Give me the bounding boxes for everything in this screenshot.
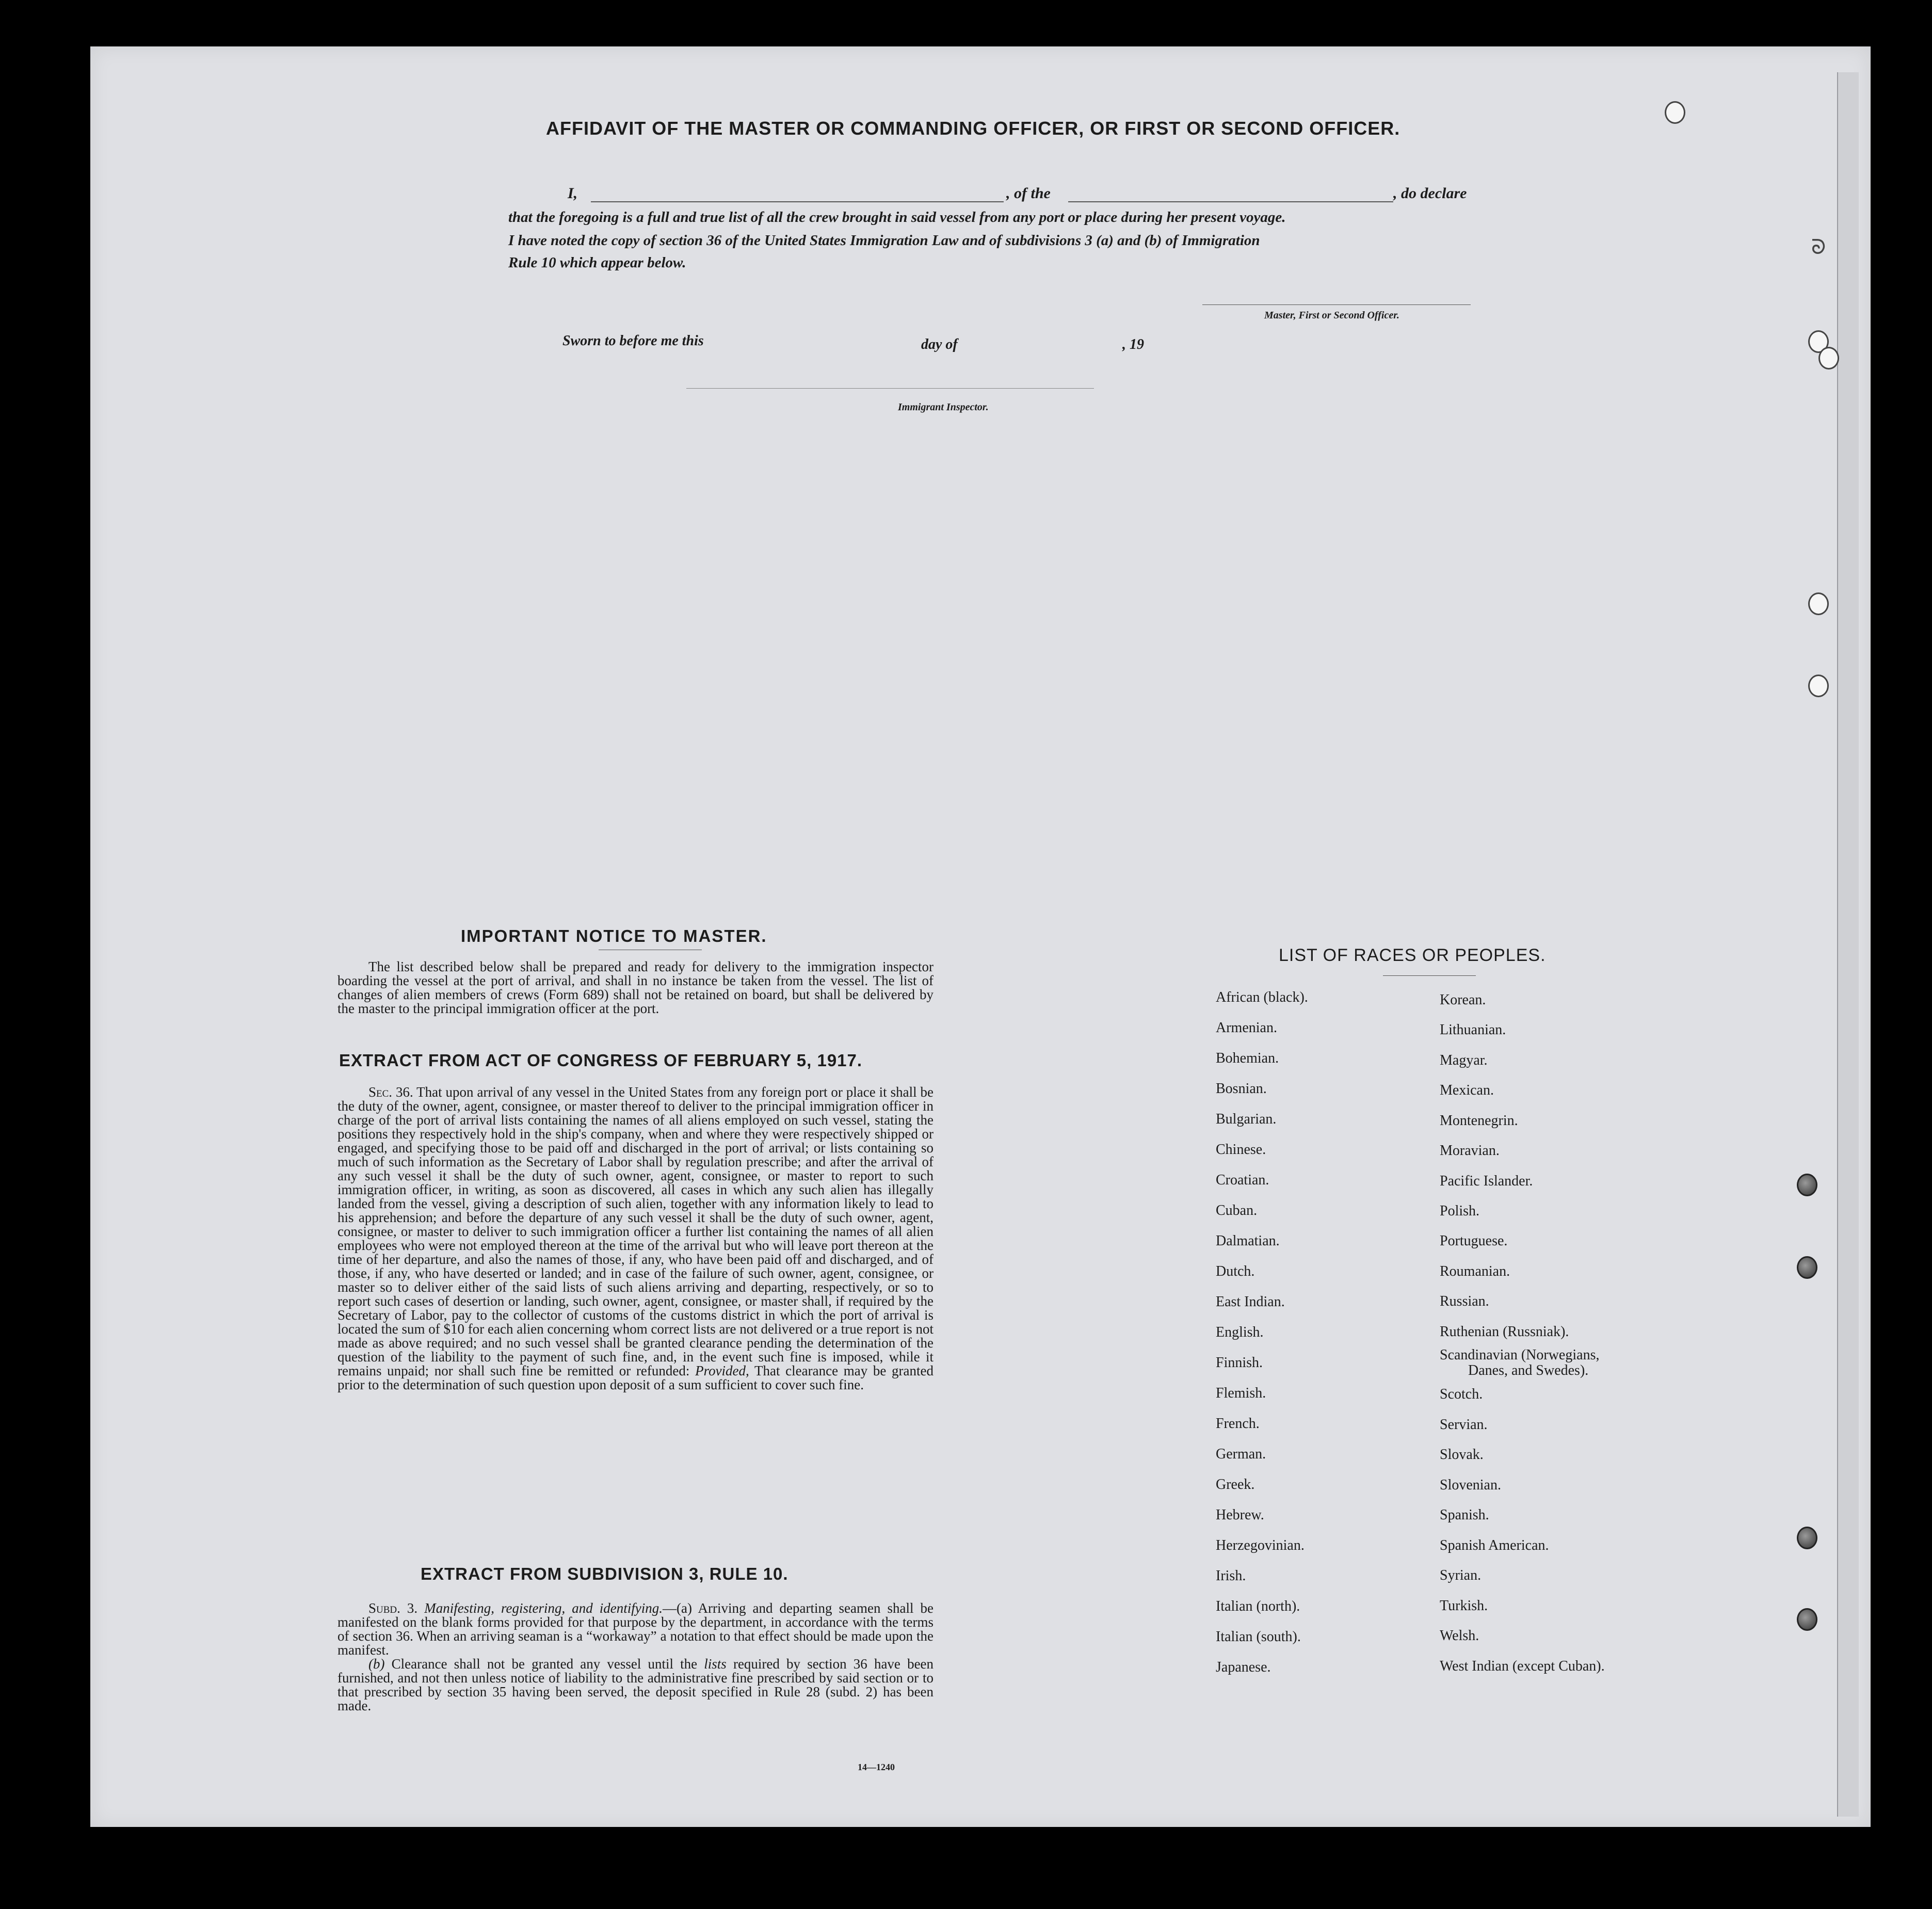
race-item: Cuban. — [1216, 1202, 1258, 1218]
punch-hole — [1818, 347, 1839, 370]
sworn-text: Sworn to before me this — [562, 333, 704, 349]
affidavit-title: AFFIDAVIT OF THE MASTER OR COMMANDING OFFICER, OR FIRST OR SECOND OFFICER. — [546, 118, 1400, 139]
race-item: French. — [1216, 1416, 1260, 1432]
race-item: Servian. — [1440, 1417, 1488, 1433]
race-item: Slovak. — [1440, 1447, 1484, 1463]
sec-label: Sec. 36. — [368, 1084, 413, 1100]
race-item: Slovenian. — [1440, 1477, 1501, 1493]
punch-hole — [1665, 101, 1685, 124]
ink-mark: ᘐ — [1811, 235, 1826, 259]
notice-heading: IMPORTANT NOTICE TO MASTER. — [461, 926, 767, 945]
race-item: Magyar. — [1440, 1052, 1488, 1068]
punch-hole — [1797, 1174, 1817, 1196]
race-item: Welsh. — [1440, 1628, 1479, 1644]
sec-36-end: That clearance may be granted prior to the determination of such question upon deposit of a sum sufficient to cover such fine. — [337, 1363, 934, 1392]
affidavit-i: I, — [568, 185, 578, 202]
race-item: Spanish. — [1440, 1507, 1489, 1523]
affidavit-declare: , do declare — [1393, 185, 1467, 202]
signature-caption: Master, First or Second Officer. — [1264, 310, 1399, 321]
race-item: Portuguese. — [1440, 1233, 1508, 1249]
race-item: Finnish. — [1216, 1355, 1263, 1371]
race-item: Dutch. — [1216, 1263, 1255, 1279]
notice-text: The list described below shall be prepared and ready for delivery to the immigration inspector boarding the vessel at the port of arrival, and shall in no instance be taken from the vessel. The list of changes of alien members of crews (Form 689) shall not be retained on board, but shall be delivered by the master to the principal immigration officer at the port. — [337, 959, 933, 1016]
race-item: Polish. — [1440, 1203, 1480, 1219]
race-item: Greek. — [1216, 1477, 1255, 1493]
races-rule — [1383, 975, 1476, 976]
inspector-signature-line — [686, 388, 1094, 389]
race-item: Montenegrin. — [1440, 1113, 1518, 1129]
race-item: Ruthenian (Russniak). — [1440, 1324, 1569, 1340]
race-item: East Indian. — [1216, 1294, 1285, 1310]
race-item: Italian (south). — [1216, 1629, 1301, 1645]
para-a: —(a) Arriving and departing seamen shall be manifested on the blank forms provided for that purpose by the department, in accordance with the terms of section 36. When an arriving seaman is a “workaway” a notation to that effect should be made upon the manifest. — [337, 1600, 933, 1658]
affidavit-of-the: , of the — [1006, 185, 1051, 202]
inspector-caption: Immigrant Inspector. — [898, 402, 989, 413]
race-item: Croatian. — [1216, 1172, 1269, 1188]
race-item: Moravian. — [1440, 1143, 1500, 1159]
race-item: Hebrew. — [1216, 1507, 1264, 1523]
para-b-lists: lists — [704, 1656, 727, 1672]
race-item: Chinese. — [1216, 1142, 1266, 1158]
affidavit-line-2: that the foregoing is a full and true list of all the crew brought in said vessel from any port or place during her present voyage. — [508, 209, 1286, 226]
race-item: Lithuanian. — [1440, 1022, 1506, 1038]
race-item: Bulgarian. — [1216, 1111, 1277, 1127]
document-page — [90, 46, 1871, 1827]
race-item: West Indian (except Cuban). — [1440, 1658, 1605, 1674]
race-item: Scandinavian (Norwegians, — [1440, 1347, 1600, 1363]
race-item: German. — [1216, 1446, 1266, 1462]
subd-title: Manifesting, registering, and identifying. — [424, 1600, 663, 1616]
race-item: Turkish. — [1440, 1598, 1488, 1614]
page-edge — [1837, 72, 1859, 1817]
race-item: Armenian. — [1216, 1020, 1277, 1036]
race-item: African (black). — [1216, 989, 1308, 1005]
extract-rule-heading: EXTRACT FROM SUBDIVISION 3, RULE 10. — [421, 1564, 788, 1583]
affidavit-line-4: Rule 10 which appear below. — [508, 254, 686, 271]
race-item: Mexican. — [1440, 1082, 1494, 1098]
para-b-label: (b) — [368, 1656, 385, 1672]
day-of-text: day of — [921, 336, 958, 352]
race-item: English. — [1216, 1324, 1264, 1340]
race-item: Flemish. — [1216, 1385, 1266, 1401]
para-b-start: Clearance shall not be granted any vessel until the — [391, 1656, 698, 1672]
race-item: Italian (north). — [1216, 1598, 1300, 1614]
form-number: 14—1240 — [858, 1762, 895, 1772]
extract-rule-text — [337, 1601, 933, 1713]
affidavit-line-3: I have noted the copy of section 36 of the United States Immigration Law and of subdivisions 3 (a) and (b) of Immigration — [508, 232, 1260, 249]
race-item: Bosnian. — [1216, 1081, 1267, 1097]
race-item: Scotch. — [1440, 1386, 1483, 1402]
race-item: Spanish American. — [1440, 1537, 1549, 1553]
punch-hole — [1808, 592, 1829, 615]
race-item: Japanese. — [1216, 1659, 1271, 1675]
punch-hole — [1808, 675, 1829, 697]
extract-act-text — [337, 1085, 933, 1392]
race-item: Danes, and Swedes). — [1468, 1362, 1589, 1378]
race-item: Pacific Islander. — [1440, 1173, 1533, 1189]
race-item: Syrian. — [1440, 1567, 1482, 1583]
vessel-blank-line — [1068, 201, 1393, 202]
race-item: Roumanian. — [1440, 1263, 1510, 1279]
subd-label: Subd. 3. — [368, 1600, 418, 1616]
race-item: Dalmatian. — [1216, 1233, 1280, 1249]
para-b-end: required by section 36 have been furnished, and not then unless notice of liability to the administrative fine prescribed by said section or to that prescribed by section 35 having been served, the deposit specified in Rule 28 (subd. 2) has been made. — [337, 1656, 934, 1713]
year-text: , 19 — [1122, 336, 1144, 352]
extract-act-heading: EXTRACT FROM ACT OF CONGRESS OF FEBRUARY 5, 1917. — [339, 1051, 863, 1070]
race-item: Irish. — [1216, 1568, 1246, 1584]
sec-36-text: That upon arrival of any vessel in the United States from any foreign port or place it shall be the duty of the owner, agent, consignee, or master thereof to deliver to the principal immigration officer in charge of the port of arrival lists containing the names of all aliens employed on such vessel, stating the positions they respectively hold in the ship's company, when and where they were respectively shipped or engaged, and specifying those to be paid off and discharged in the port of arrival; or lists containing so much of such information as the Secretary of Labor shall by regulation prescribe; and after the arrival of any such vessel it shall be the duty of such owner, agent, consignee, or master to report to such immigration officer, in writing, as soon as discovered, all cases in which any such alien has illegally landed from the vessel, giving a description of such alien, together with any information likely to lead to his apprehension; and before the departure of any such vessel it shall be the duty of such owner, agent, consignee, or master to deliver to such immigration officer a further list containing the names of all alien employees who were not employed thereon at the time of the arrival but who will leave port thereon at the time of her departure, and also the names of those, if any, who have been paid off and discharged, and of those, if any, who have deserted or landed; and in case of the failure of such owner, agent, consignee, or master so to deliver either of the said lists of such aliens arriving and departing, respectively, or so to report such cases of desertion or landing, such owner, agent, consignee, or master shall, if required by the Secretary of Labor, pay to the collector of customs of the customs district in which the port of arrival is located the sum of $10 for each alien concerning whom correct lists are not delivered or a true report is not made as above required; and no such vessel shall be granted clearance pending the determination of the question of the liability to the payment of such fine, and, in the event such fine is imposed, while it remains unpaid; nor shall such fine be remitted or refunded: — [337, 1084, 933, 1378]
signature-line — [1202, 304, 1471, 305]
races-heading: LIST OF RACES OR PEOPLES. — [1279, 945, 1546, 965]
race-item: Herzegovinian. — [1216, 1537, 1305, 1553]
race-item: Korean. — [1440, 992, 1486, 1008]
race-item: Russian. — [1440, 1293, 1489, 1309]
punch-hole — [1797, 1527, 1817, 1549]
punch-hole — [1797, 1256, 1817, 1279]
provided-label: Provided, — [695, 1363, 749, 1378]
race-item: Bohemian. — [1216, 1050, 1279, 1066]
name-blank-line — [591, 201, 1004, 202]
punch-hole — [1797, 1608, 1817, 1631]
